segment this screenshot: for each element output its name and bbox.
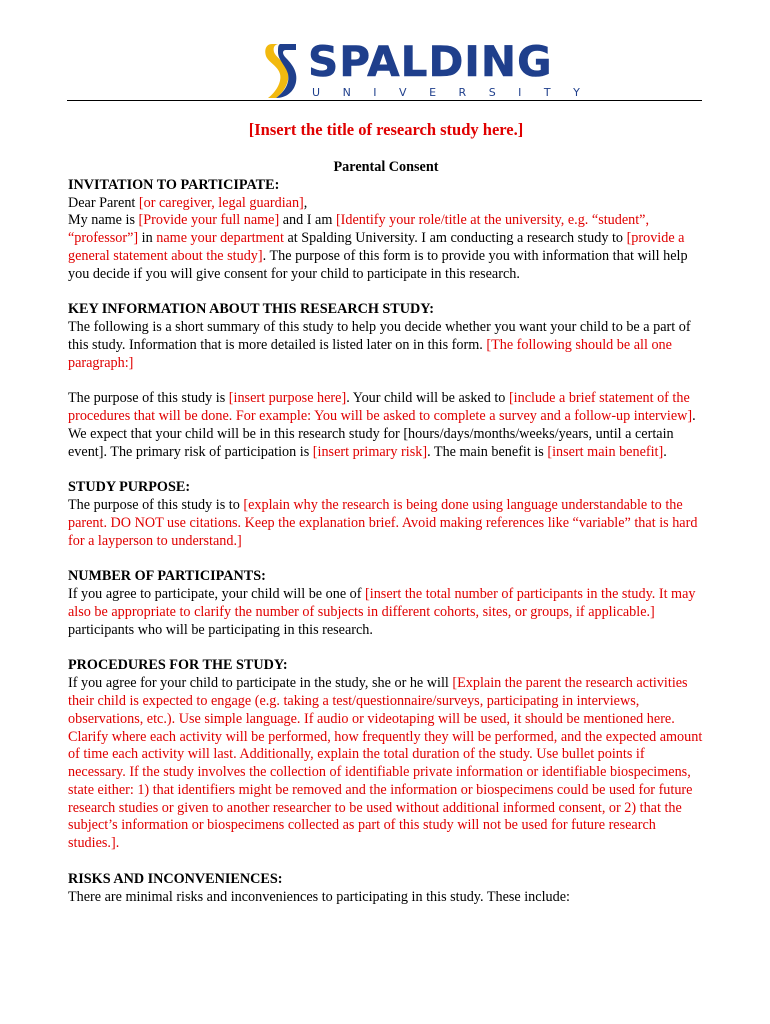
logo-letter: N	[342, 86, 351, 99]
text-run: at Spalding University. I am conducting a research study to	[283, 230, 627, 247]
logo-letter: V	[399, 86, 407, 99]
placeholder-text: name your department	[156, 230, 284, 247]
placeholder-text: [insert the total number of participants in the study. It may also be appropriate to clarify the number of subjects in different cohorts, sites, or groups, if applicable.]	[68, 586, 696, 620]
risks-paragraph: There are minimal risks and inconveniences to participating in this study. These include:	[68, 888, 570, 905]
text-run: . Your child will be asked to	[346, 390, 509, 407]
placeholder-text: [explain why the research is being done using language understandable to the parent. DO NOT use citations. Keep the explanation brief. Avoid making references like “variable” that is hard for a layperson to understand.]	[68, 497, 698, 549]
summary-paragraph	[68, 390, 704, 461]
placeholder-text: [Identify your role/title at the university, e.g. “student”, “professor”]	[68, 212, 650, 247]
spalding-university-logo	[262, 37, 582, 102]
text-run: .	[115, 835, 120, 852]
placeholder-text: [Provide your full name]	[138, 212, 280, 229]
salutation-paragraph	[68, 195, 704, 213]
invitation-paragraph	[68, 212, 704, 283]
section-heading-risks: RISKS AND INCONVENIENCES:	[68, 870, 283, 887]
text-run: .	[663, 443, 667, 460]
text-run: . The purpose of this form is to provide you with information that will help you decide if you will give consent for your child to participate in this research.	[68, 247, 688, 282]
spacer	[68, 373, 704, 391]
key-information-paragraph	[68, 319, 704, 372]
logo-letter: Y	[573, 86, 580, 99]
logo-letter: S	[488, 86, 496, 99]
placeholder-text: [or caregiver, legal guardian]	[138, 194, 304, 211]
text-run: and I am	[279, 212, 336, 229]
study-purpose-paragraph	[68, 497, 704, 550]
logo-letter: E	[429, 86, 437, 99]
logo-letter: T	[543, 86, 551, 99]
text-run: The purpose of this study is	[68, 390, 229, 407]
text-run: The following is a short summary of this study to help you decide whether you want your child to be a part of this study. Information that is more detailed is listed later on in this form.	[68, 319, 691, 353]
text-run: If you agree to participate, your child will be one of	[68, 586, 366, 603]
section-heading-key-information: KEY INFORMATION ABOUT THIS RESEARCH STUDY:	[68, 301, 434, 318]
logo-letter: R	[458, 86, 467, 99]
study-title-placeholder: [Insert the title of research study here.]	[248, 120, 524, 139]
logo-university-text	[312, 86, 580, 100]
spacer	[68, 462, 704, 480]
placeholder-text: [insert main benefit]	[547, 443, 664, 460]
spacer	[68, 853, 704, 871]
placeholder-text: [The following should be all one paragraph:]	[68, 336, 672, 371]
logo-letter: I	[373, 86, 377, 99]
participants-paragraph	[68, 586, 704, 639]
placeholder-text: [include a brief statement of the procedures that will be done. For example: You will be asked to complete a survey and a follow-up interview]	[68, 390, 693, 425]
placeholder-text: [provide a general statement about the study]	[68, 230, 685, 264]
placeholder-text: [insert primary risk]	[312, 443, 428, 460]
section-heading-procedures: PROCEDURES FOR THE STUDY:	[68, 657, 288, 674]
spacer	[68, 551, 704, 569]
spacer	[68, 284, 704, 302]
text-run: Dear Parent	[68, 194, 139, 211]
text-run: My name is	[68, 212, 139, 229]
section-heading-invitation: INVITATION TO PARTICIPATE:	[68, 176, 280, 193]
text-run: participants who will be participating in this research.	[68, 621, 373, 638]
header-divider	[67, 100, 702, 101]
spacer	[68, 640, 704, 658]
text-run: . The main benefit is	[427, 443, 548, 460]
text-run: ,	[303, 194, 308, 211]
placeholder-text: [Explain the parent the research activities their child is expected to engage (e.g. taking a test/questionnaire/surveys, participating in interviews, observations, etc.). Use simple language. If audio or videotaping will be used, it should be mentioned here. Clarify where each activity will be performed, how frequently they will be performed, and the expected amount of time each activity will last. Additionally, explain the total duration of the study. Use bullet points if necessary. If the study involves the collection of identifiable private information or identifiable biospecimens, state either: 1) that identifiers might be removed and the information or biospecimens could be used for future research studies or given to another researcher to be used without additional informed consent, or 2) that the subject’s information or biospecimens collected as part of this study will not be used for future research studies.]	[68, 675, 703, 852]
logo-letter: I	[518, 86, 522, 99]
document-subtitle: Parental Consent	[333, 159, 439, 175]
logo-letter: U	[312, 86, 321, 99]
document-body	[68, 120, 704, 906]
text-run: in	[138, 230, 157, 247]
text-run: . We expect that your child will be in this research study for [hours/days/months/weeks/years, until a certain event]. The primary risk of participation is	[68, 408, 696, 460]
logo-wordmark: SPALDING	[308, 37, 553, 86]
text-run: The purpose of this study is to	[68, 497, 244, 514]
section-heading-study-purpose: STUDY PURPOSE:	[68, 479, 191, 496]
placeholder-text: [insert purpose here]	[228, 390, 347, 407]
procedures-paragraph	[68, 675, 704, 853]
spalding-s-icon	[262, 42, 306, 100]
text-run: If you agree for your child to participate in the study, she or he will	[68, 675, 453, 692]
section-heading-participants: NUMBER OF PARTICIPANTS:	[68, 568, 266, 585]
